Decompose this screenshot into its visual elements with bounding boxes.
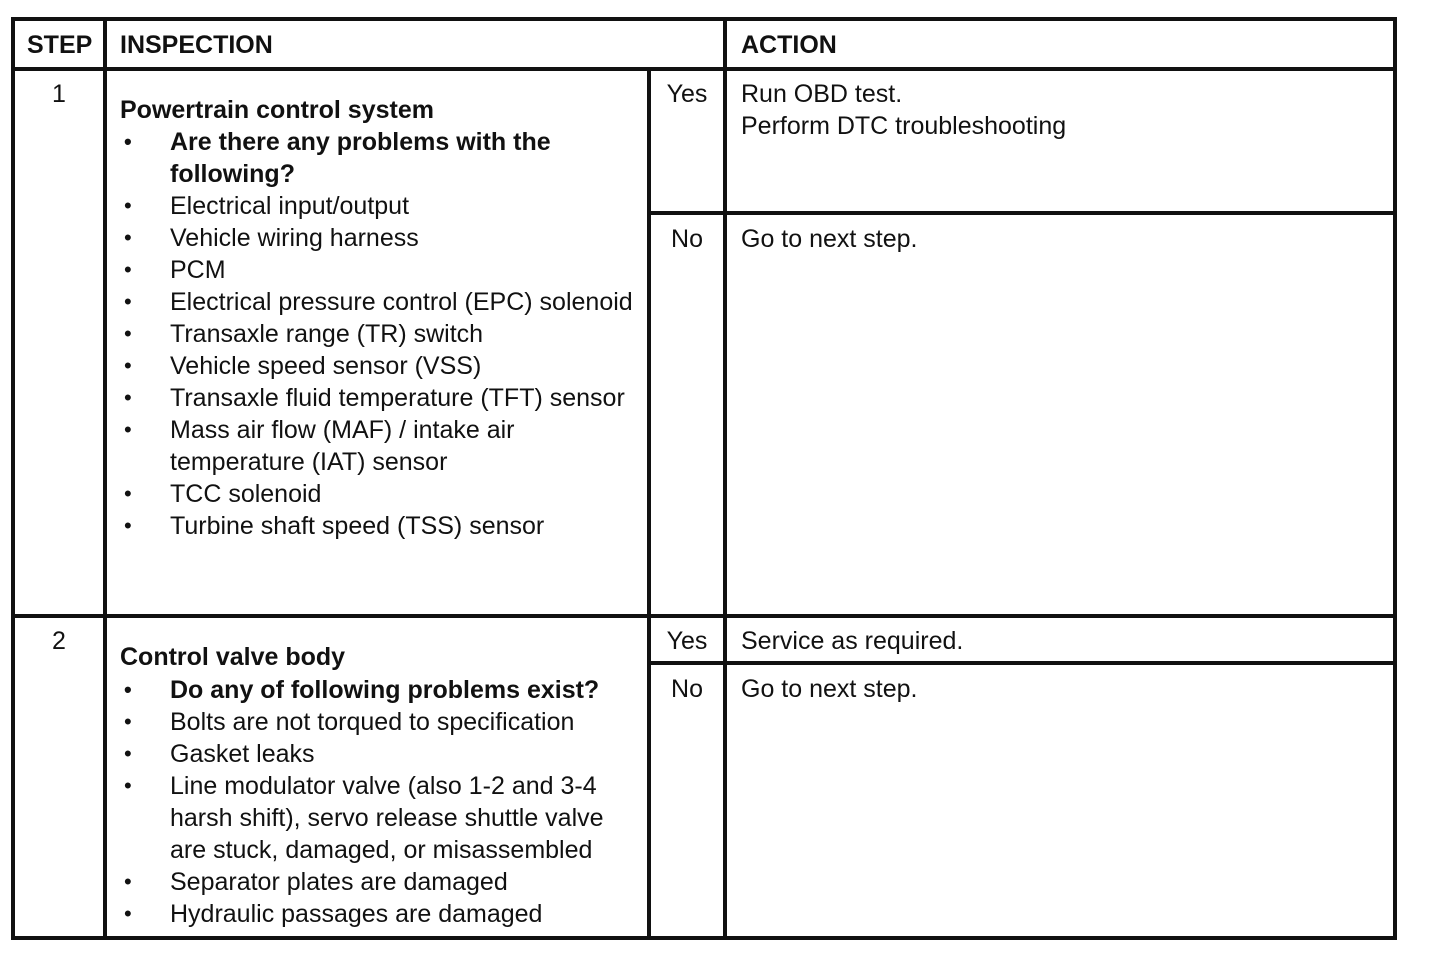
row1-yes-action-line1: Run OBD test. (741, 80, 903, 108)
row2-yes-label: Yes (666, 627, 708, 655)
list-item: • PCM (120, 254, 640, 286)
row1-inspection-list (120, 126, 640, 542)
row1-yes-label: Yes (666, 80, 708, 108)
row1-no-label: No (671, 225, 703, 253)
row1-yes-no-divider (648, 211, 1397, 215)
header-bottom-border (11, 67, 1397, 71)
list-item: • TCC solenoid (120, 478, 640, 510)
row2-question: • Do any of following problems exist? (120, 674, 640, 706)
list-item: • Transaxle fluid temperature (TFT) sensor (120, 382, 640, 414)
table-bottom-border (11, 936, 1397, 940)
list-item: • Vehicle speed sensor (VSS) (120, 350, 640, 382)
table-top-border (11, 17, 1397, 21)
header-action: ACTION (741, 31, 837, 59)
list-item: • Vehicle wiring harness (120, 222, 640, 254)
table-left-border (11, 17, 15, 940)
header-inspection: INSPECTION (120, 31, 273, 59)
table-right-border (1393, 17, 1397, 940)
row2-no-label: No (671, 675, 703, 703)
row2-title: Control valve body (120, 643, 346, 671)
list-item: • Electrical pressure control (EPC) solenoid (120, 286, 640, 318)
row2-yes-no-divider (648, 661, 1397, 665)
list-item: • Line modulator valve (also 1-2 and 3-4 harsh shift), servo release shuttle valve are stuck, damaged, or misassembled (120, 770, 640, 866)
yesno-column-divider (647, 67, 651, 940)
header-step: STEP (27, 31, 93, 59)
row2-no-action: Go to next step. (741, 675, 918, 703)
list-item: • Gasket leaks (120, 738, 640, 770)
list-item: • Hydraulic passages are damaged (120, 898, 640, 930)
row1-title: Powertrain control system (120, 96, 434, 124)
row1-question: • Are there any problems with the following? (120, 126, 640, 190)
row2-inspection-list (120, 674, 640, 930)
list-item: • Mass air flow (MAF) / intake air temperature (IAT) sensor (120, 414, 640, 478)
row2-yes-action: Service as required. (741, 627, 964, 655)
list-item: • Separator plates are damaged (120, 866, 640, 898)
list-item: • Transaxle range (TR) switch (120, 318, 640, 350)
row1-yes-action-line2: Perform DTC troubleshooting (741, 112, 1067, 140)
action-column-divider (723, 17, 727, 940)
row-divider (11, 614, 1397, 618)
list-item: • Turbine shaft speed (TSS) sensor (120, 510, 640, 542)
row2-step-number: 2 (52, 627, 66, 655)
row1-no-action: Go to next step. (741, 225, 918, 253)
row1-step-number: 1 (52, 80, 66, 108)
list-item: • Bolts are not torqued to specification (120, 706, 640, 738)
step-column-divider (103, 17, 107, 940)
list-item: • Electrical input/output (120, 190, 640, 222)
